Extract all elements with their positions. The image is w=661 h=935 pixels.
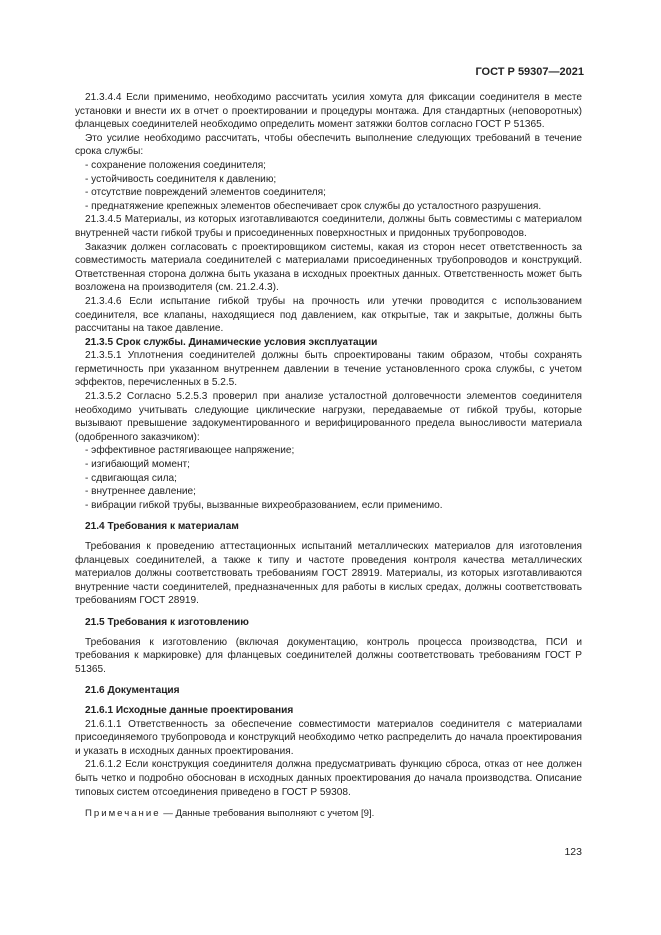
list-item: - вибрации гибкой трубы, вызванные вихреобразованием, если применимо. [85,499,443,511]
list-item: - сдвигающая сила; [85,472,177,484]
list-item: - сохранение положения соединителя; [85,159,266,171]
list-item: - изгибающий момент; [85,459,190,471]
paragraph-21-3-4-4: 21.3.4.4 Если применимо, необходимо рассчитать усилия хомута для фиксации соединителя в месте установки и внести их в отчет о проектировании и процедуры монтажа. Для стандартных (неповоротных) фланцевых соединителей необходимо определить момент затяжки болтов согласно ГОСТ Р 51365. [75,92,582,131]
paragraph-21-3-5-2: 21.3.5.2 Согласно 5.2.5.3 проверил при анализе усталостной долговечности элементов соединителя необходимо учитывать следующие циклические нагрузки, передаваемые от гибкой трубы, которые вызывают превышение задокументированного и верифицированного предела выносливости материала (одобренного заказчиком): [75,391,582,443]
page-number: 123 [564,846,582,858]
paragraph-force: Это усилие необходимо рассчитать, чтобы обеспечить выполнение следующих требований в течение срока службы: [75,132,582,158]
paragraph-21-3-5-1: 21.3.5.1 Уплотнения соединителей должны быть спроектированы таким образом, чтобы сохранять герметичность при указанном внутреннем давлении в течение установленного срока службы, с учетом эффектов, перечисленных в 5.2.5. [75,350,582,389]
page-content [75,91,582,821]
note-label: Примечание [85,808,161,820]
heading-21-5: 21.5 Требования к изготовлению [85,616,249,628]
paragraph-21-4: Требования к проведению аттестационных испытаний металлических материалов для изготовления фланцевых соединителей, а также к типу и частоте проведения контроля качества металлических материалов должны соответствовать требованиям ГОСТ 28919. Материалы, из которых изготавливаются внутренние части соединителей, предназначенных для работы в кислых средах, должны соответствовать требованиям ГОСТ 28919. [75,541,582,607]
list-item: - преднатяжение крепежных элементов обеспечивает срок службы до усталостного разрушения. [85,200,542,212]
note [75,807,582,821]
paragraph-21-3-4-5: 21.3.4.5 Материалы, из которых изготавливаются соединители, должны быть совместимы с материалом внутренней части гибкой трубы и присоединенных поверхностных и придонных трубопроводов. [75,214,582,239]
heading-21-6-1: 21.6.1 Исходные данные проектирования [85,704,294,716]
paragraph-customer: Заказчик должен согласовать с проектировщиком системы, какая из сторон несет ответственность за совместимость материала соединителей с материалами присоединенных трубопроводов и конструкций. Ответственная сторона должна быть указана в исходных проектных данных. Ответственность может быть возложена на производителя (см. 21.2.4.3). [75,241,582,294]
list-item: - эффективное растягивающее напряжение; [85,445,295,457]
heading-21-4: 21.4 Требования к материалам [85,521,239,533]
paragraph-21-3-4-6: 21.3.4.6 Если испытание гибкой трубы на прочность или утечки проводится с использованием соединителя, все клапаны, находящиеся под давлением, как открытые, так и закрытые, должны быть рассчитаны на такое давление. [75,295,582,335]
paragraph-21-5: Требования к изготовлению (включая документацию, контроль процесса производства, ПСИ и требования к маркировке) для фланцевых соединителей должны соответствовать требованиям ГОСТ Р 51365. [75,636,582,675]
document-header: ГОСТ Р 59307—2021 [475,66,584,78]
note-text: — Данные требования выполняют с учетом [9]. [160,808,375,820]
list-item: - отсутствие повреждений элементов соединителя; [85,187,326,199]
list-item: - устойчивость соединителя к давлению; [85,173,277,185]
heading-21-3-5: 21.3.5 Срок службы. Динамические условия эксплуатации [85,336,378,348]
heading-21-6: 21.6 Документация [85,685,180,697]
paragraph-21-6-1-1: 21.6.1.1 Ответственность за обеспечение совместимости материалов соединителя с материалами присоединяемого трубопровода и конструкций необходимо четко распределить до начала проектирования и указать в исходных данных проектирования. [75,718,582,757]
list-item: - внутреннее давление; [85,486,196,498]
paragraph-21-6-1-2: 21.6.1.2 Если конструкция соединителя должна предусматривать функцию сброса, отказ от нее должен быть четко и подробно обоснован в исходных данных проектирования до начала производства. Описание типовых систем отсоединения приведено в ГОСТ Р 59308. [75,759,582,798]
